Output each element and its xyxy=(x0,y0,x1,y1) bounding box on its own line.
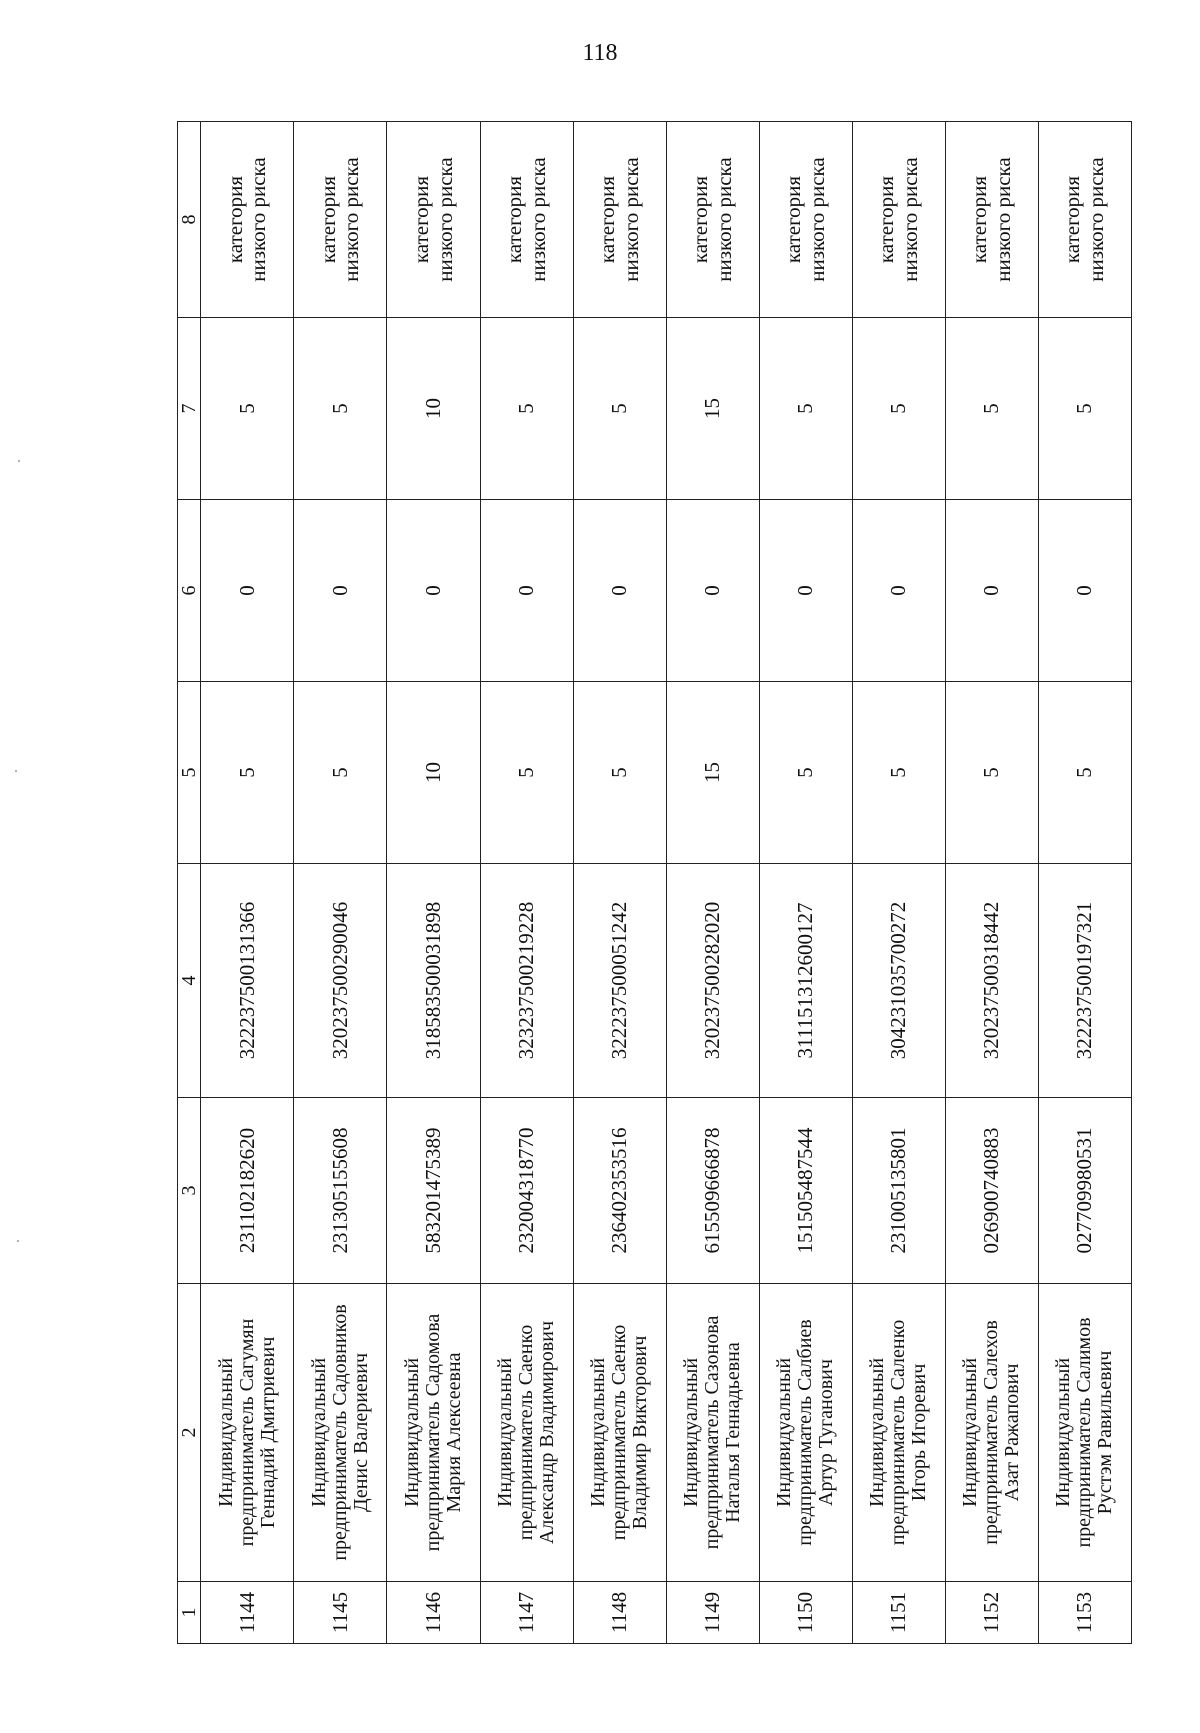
cell-risk-category xyxy=(759,122,852,318)
cell-row-number: 1151 xyxy=(852,1582,945,1644)
cell-row-number: 1153 xyxy=(1038,1582,1131,1644)
column-header-2: 2 xyxy=(178,1284,201,1582)
cell-entrepreneur-name-line: предприниматель Салимов xyxy=(1073,1317,1096,1548)
cell-risk-category xyxy=(480,122,573,318)
cell-row-number: 1147 xyxy=(480,1582,573,1644)
cell-col-5: 5 xyxy=(294,682,387,864)
cell-entrepreneur-name-line: Индивидуальный xyxy=(214,1357,237,1508)
cell-col-6: 0 xyxy=(1038,500,1131,682)
cell-risk-category-line: низкого риска xyxy=(711,157,736,282)
table-row xyxy=(294,122,387,1644)
cell-entrepreneur-name xyxy=(666,1284,759,1582)
cell-risk-category-line: категория xyxy=(222,175,247,264)
cell-entrepreneur-name-line: предприниматель Салбиев xyxy=(794,1319,817,1546)
cell-ogrnip: 322237500131366 xyxy=(201,864,294,1098)
cell-risk-category-line: низкого риска xyxy=(246,157,271,282)
column-header-1: 1 xyxy=(178,1582,201,1644)
cell-entrepreneur-name-line: предприниматель Сагумян xyxy=(235,1318,258,1547)
cell-col-5: 5 xyxy=(1038,682,1131,864)
cell-row-number: 1152 xyxy=(945,1582,1038,1644)
cell-col-5: 5 xyxy=(759,682,852,864)
rotated-table-container xyxy=(177,122,1132,1644)
cell-entrepreneur-name-line: предприниматель Саленко xyxy=(887,1319,910,1546)
cell-row-number: 1148 xyxy=(573,1582,666,1644)
cell-risk-category-line: категория xyxy=(1060,175,1085,264)
cell-col-6: 0 xyxy=(759,500,852,682)
cell-ogrnip: 318583500031898 xyxy=(387,864,480,1098)
cell-ogrnip: 304231035700272 xyxy=(852,864,945,1098)
cell-inn: 232004318770 xyxy=(480,1098,573,1284)
cell-ogrnip: 320237500282020 xyxy=(666,864,759,1098)
cell-ogrnip: 311151312600127 xyxy=(759,864,852,1098)
cell-risk-category-line: низкого риска xyxy=(1083,157,1108,282)
cell-col-7: 5 xyxy=(1038,318,1131,500)
cell-entrepreneur-name-line: предприниматель Саенко xyxy=(515,1324,538,1541)
cell-col-6: 0 xyxy=(387,500,480,682)
table-row xyxy=(387,122,480,1644)
cell-col-6: 0 xyxy=(945,500,1038,682)
cell-entrepreneur-name xyxy=(387,1284,480,1582)
table-row xyxy=(480,122,573,1644)
cell-entrepreneur-name xyxy=(1038,1284,1131,1582)
cell-entrepreneur-name-line: Индивидуальный xyxy=(959,1357,982,1508)
cell-risk-category xyxy=(573,122,666,318)
cell-row-number: 1149 xyxy=(666,1582,759,1644)
cell-entrepreneur-name-line: предприниматель Садомова xyxy=(422,1313,444,1552)
cell-entrepreneur-name xyxy=(852,1284,945,1582)
cell-entrepreneur-name-line: Индивидуальный xyxy=(866,1357,889,1508)
cell-risk-category-line: низкого риска xyxy=(339,157,364,282)
cell-entrepreneur-name-line: Азат Ражапович xyxy=(1001,1363,1024,1502)
table-row xyxy=(666,122,759,1644)
table-row xyxy=(759,122,852,1644)
column-header-3: 3 xyxy=(178,1098,201,1284)
table-row xyxy=(1038,122,1131,1644)
table-body xyxy=(201,122,1132,1644)
cell-entrepreneur-name-line: Игорь Игоревич xyxy=(908,1363,931,1502)
cell-entrepreneur-name-line: предприниматель Салехов xyxy=(980,1320,1003,1545)
cell-entrepreneur-name xyxy=(945,1284,1038,1582)
cell-col-5: 10 xyxy=(387,682,480,864)
cell-ogrnip: 322237500197321 xyxy=(1038,864,1131,1098)
cell-ogrnip: 320237500318442 xyxy=(945,864,1038,1098)
cell-entrepreneur-name-line: Рустэм Равильевич xyxy=(1094,1350,1117,1515)
cell-col-7: 5 xyxy=(852,318,945,500)
column-header-8: 8 xyxy=(178,122,201,318)
cell-entrepreneur-name xyxy=(573,1284,666,1582)
cell-risk-category xyxy=(201,122,294,318)
cell-inn: 151505487544 xyxy=(759,1098,852,1284)
cell-inn: 231305155608 xyxy=(294,1098,387,1284)
table-row xyxy=(573,122,666,1644)
cell-inn: 583201475389 xyxy=(387,1098,480,1284)
cell-entrepreneur-name-line: Владимир Викторович xyxy=(629,1335,652,1530)
cell-risk-category-line: категория xyxy=(502,175,527,264)
registry-table xyxy=(177,121,1132,1644)
cell-risk-category-line: низкого риска xyxy=(432,157,457,282)
cell-col-5: 15 xyxy=(666,682,759,864)
cell-inn: 236402353516 xyxy=(573,1098,666,1284)
cell-entrepreneur-name-line: Индивидуальный xyxy=(680,1357,703,1508)
cell-risk-category xyxy=(387,122,480,318)
page-number: 118 xyxy=(582,40,618,66)
cell-risk-category xyxy=(852,122,945,318)
cell-risk-category-line: низкого риска xyxy=(897,157,922,282)
cell-inn: 231102182620 xyxy=(201,1098,294,1284)
cell-entrepreneur-name-line: Денис Валериевич xyxy=(349,1352,372,1513)
cell-entrepreneur-name-line: предприниматель Сазонова xyxy=(701,1315,724,1550)
cell-risk-category-line: категория xyxy=(781,175,806,264)
cell-col-7: 5 xyxy=(294,318,387,500)
cell-row-number: 1144 xyxy=(201,1582,294,1644)
cell-entrepreneur-name-line: Индивидуальный xyxy=(773,1357,796,1508)
cell-col-7: 15 xyxy=(666,318,759,500)
cell-row-number: 1146 xyxy=(387,1582,480,1644)
cell-entrepreneur-name-line: Артур Туганович xyxy=(815,1359,838,1506)
cell-risk-category-line: категория xyxy=(688,175,713,264)
cell-col-5: 5 xyxy=(480,682,573,864)
cell-col-6: 0 xyxy=(201,500,294,682)
cell-row-number: 1145 xyxy=(294,1582,387,1644)
table-header-row xyxy=(178,122,201,1644)
cell-col-7: 5 xyxy=(480,318,573,500)
cell-col-6: 0 xyxy=(480,500,573,682)
cell-entrepreneur-name-line: Александр Владимирович xyxy=(536,1320,559,1545)
cell-col-7: 5 xyxy=(945,318,1038,500)
cell-entrepreneur-name-line: Мария Алексеевна xyxy=(443,1352,465,1513)
cell-ogrnip: 323237500219228 xyxy=(480,864,573,1098)
cell-col-5: 5 xyxy=(852,682,945,864)
cell-row-number: 1150 xyxy=(759,1582,852,1644)
cell-col-5: 5 xyxy=(201,682,294,864)
scan-speck xyxy=(15,770,17,772)
cell-entrepreneur-name-line: предприниматель Саенко xyxy=(608,1324,631,1541)
cell-entrepreneur-name-line: Индивидуальный xyxy=(494,1357,517,1508)
table-row xyxy=(201,122,294,1644)
column-header-7: 7 xyxy=(178,318,201,500)
cell-risk-category xyxy=(1038,122,1131,318)
cell-risk-category xyxy=(945,122,1038,318)
cell-entrepreneur-name-line: Геннадий Дмитриевич xyxy=(256,1336,279,1529)
column-header-5: 5 xyxy=(178,682,201,864)
cell-entrepreneur-name xyxy=(294,1284,387,1582)
cell-col-7: 5 xyxy=(201,318,294,500)
scan-speck xyxy=(18,460,20,462)
cell-col-6: 0 xyxy=(852,500,945,682)
table-row xyxy=(852,122,945,1644)
scan-speck xyxy=(17,1240,19,1242)
cell-risk-category xyxy=(666,122,759,318)
cell-col-6: 0 xyxy=(666,500,759,682)
cell-entrepreneur-name xyxy=(201,1284,294,1582)
cell-risk-category-line: категория xyxy=(967,175,992,264)
cell-risk-category-line: низкого риска xyxy=(618,157,643,282)
cell-risk-category-line: низкого риска xyxy=(525,157,550,282)
cell-risk-category-line: категория xyxy=(408,175,433,264)
cell-risk-category-line: низкого риска xyxy=(990,157,1015,282)
column-header-4: 4 xyxy=(178,864,201,1098)
cell-risk-category-line: категория xyxy=(315,175,340,264)
cell-col-7: 5 xyxy=(573,318,666,500)
cell-inn: 026900740883 xyxy=(945,1098,1038,1284)
cell-entrepreneur-name-line: Индивидуальный xyxy=(401,1357,423,1508)
cell-entrepreneur-name xyxy=(759,1284,852,1582)
cell-entrepreneur-name-line: Индивидуальный xyxy=(307,1357,330,1508)
cell-entrepreneur-name xyxy=(480,1284,573,1582)
cell-ogrnip: 322237500051242 xyxy=(573,864,666,1098)
cell-entrepreneur-name-line: Наталья Геннадьевна xyxy=(722,1342,745,1523)
cell-risk-category-line: категория xyxy=(874,175,899,264)
cell-inn: 231005135801 xyxy=(852,1098,945,1284)
cell-entrepreneur-name-line: предприниматель Садовников xyxy=(328,1304,351,1561)
cell-col-5: 5 xyxy=(573,682,666,864)
cell-inn: 027709980531 xyxy=(1038,1098,1131,1284)
cell-col-6: 0 xyxy=(294,500,387,682)
cell-entrepreneur-name-line: Индивидуальный xyxy=(587,1357,610,1508)
cell-col-6: 0 xyxy=(573,500,666,682)
cell-risk-category-line: низкого риска xyxy=(804,157,829,282)
cell-risk-category-line: категория xyxy=(595,175,620,264)
cell-col-7: 5 xyxy=(759,318,852,500)
column-header-6: 6 xyxy=(178,500,201,682)
cell-risk-category xyxy=(294,122,387,318)
cell-entrepreneur-name-line: Индивидуальный xyxy=(1052,1357,1075,1508)
cell-ogrnip: 320237500290046 xyxy=(294,864,387,1098)
cell-col-5: 5 xyxy=(945,682,1038,864)
cell-col-7: 10 xyxy=(387,318,480,500)
cell-inn: 615509666878 xyxy=(666,1098,759,1284)
table-row xyxy=(945,122,1038,1644)
